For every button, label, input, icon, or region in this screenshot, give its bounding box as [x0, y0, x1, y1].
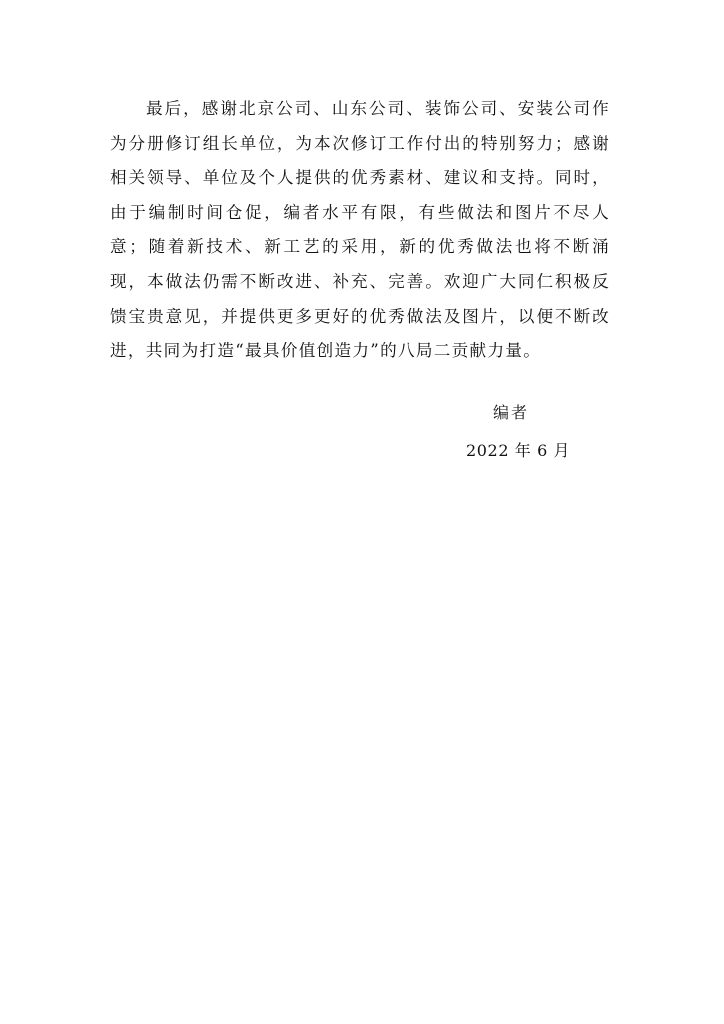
acknowledgement-paragraph: 最后，感谢北京公司、山东公司、装饰公司、安装公司作为分册修订组长单位，为本次修订工作付出的特别努力；感谢相关领导、单位及个人提供的优秀素材、建议和支持。同时，由于编制时间仓促，编者水平有限，有些做法和图片不尽人意；随着新技术、新工艺的采用，新的优秀做法也将不断涌现，本做法仍需不断改进、补充、完善。欢迎广大同仁积极反馈宝贵意见，并提供更多更好的优秀做法及图片，以便不断改进，共同为打造“最具价值创造力”的八局二贡献力量。: [110, 99, 610, 361]
date-signature: 2022 年 6 月: [466, 441, 571, 460]
author-signature: 编者: [493, 403, 530, 422]
